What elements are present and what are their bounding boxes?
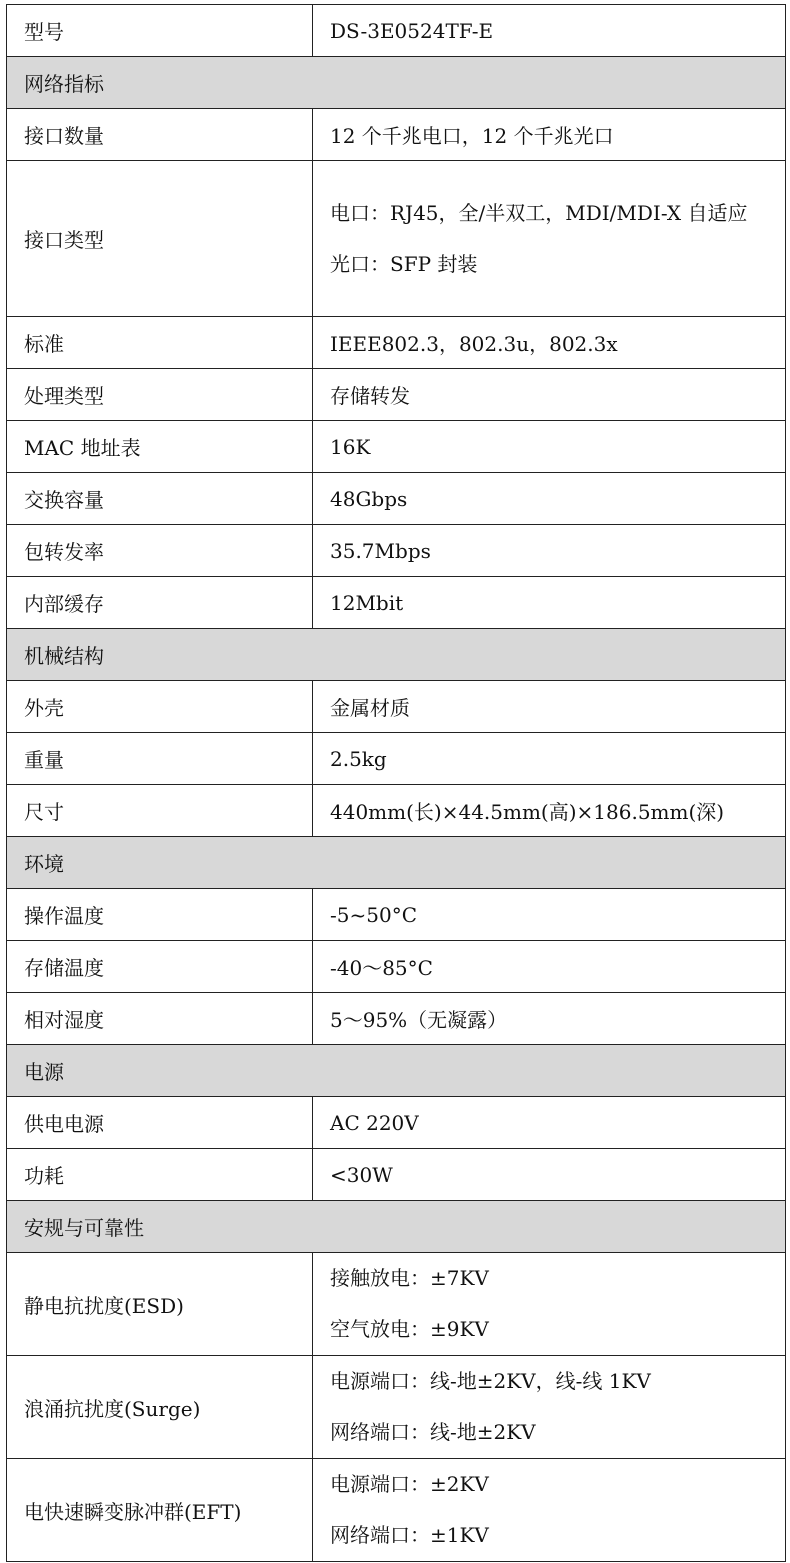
table-row [7, 1253, 786, 1356]
op-temp-value: -5~50°C [313, 889, 786, 941]
forwarding-label: 包转发率 [7, 525, 313, 577]
table-row [7, 161, 786, 317]
table-row [7, 1356, 786, 1459]
section-row [7, 57, 786, 109]
table-row [7, 785, 786, 837]
buffer-value: 12Mbit [313, 577, 786, 629]
esd-value [313, 1253, 786, 1356]
table-row [7, 525, 786, 577]
section-power: 电源 [7, 1045, 786, 1097]
supply-value: AC 220V [313, 1097, 786, 1149]
ports-value: 12 个千兆电口，12 个千兆光口 [313, 109, 786, 161]
esd-line2: 空气放电：±9KV [330, 1317, 489, 1341]
section-row [7, 837, 786, 889]
esd-label: 静电抗扰度(ESD) [7, 1253, 313, 1356]
eft-value [313, 1459, 786, 1562]
table-row [7, 733, 786, 785]
weight-label: 重量 [7, 733, 313, 785]
table-row [7, 1149, 786, 1201]
section-mechanical: 机械结构 [7, 629, 786, 681]
section-row [7, 1201, 786, 1253]
table-row [7, 5, 786, 57]
switching-label: 交换容量 [7, 473, 313, 525]
table-row [7, 1097, 786, 1149]
surge-value [313, 1356, 786, 1459]
switching-value: 48Gbps [313, 473, 786, 525]
eft-line2: 网络端口：±1KV [330, 1523, 489, 1547]
table-row [7, 1459, 786, 1562]
table-row [7, 109, 786, 161]
table-row [7, 681, 786, 733]
forwarding-value: 35.7Mbps [313, 525, 786, 577]
supply-label: 供电电源 [7, 1097, 313, 1149]
size-label: 尺寸 [7, 785, 313, 837]
port-type-value [313, 161, 786, 317]
table-row [7, 369, 786, 421]
section-row [7, 629, 786, 681]
weight-value: 2.5kg [313, 733, 786, 785]
buffer-label: 内部缓存 [7, 577, 313, 629]
table-row [7, 577, 786, 629]
processing-value: 存储转发 [313, 369, 786, 421]
table-row [7, 993, 786, 1045]
shell-value: 金属材质 [313, 681, 786, 733]
table-row [7, 941, 786, 993]
shell-label: 外壳 [7, 681, 313, 733]
mac-value: 16K [313, 421, 786, 473]
mac-label: MAC 地址表 [7, 421, 313, 473]
esd-line1: 接触放电：±7KV [330, 1266, 489, 1290]
humidity-label: 相对湿度 [7, 993, 313, 1045]
surge-label: 浪涌抗扰度(Surge) [7, 1356, 313, 1459]
processing-label: 处理类型 [7, 369, 313, 421]
standard-label: 标准 [7, 317, 313, 369]
consumption-label: 功耗 [7, 1149, 313, 1201]
port-type-line2: 光口：SFP 封装 [330, 251, 478, 276]
section-network: 网络指标 [7, 57, 786, 109]
section-row [7, 1045, 786, 1097]
table-row [7, 889, 786, 941]
spec-table [6, 4, 786, 1562]
op-temp-label: 操作温度 [7, 889, 313, 941]
storage-temp-value: -40～85°C [313, 941, 786, 993]
eft-label: 电快速瞬变脉冲群(EFT) [7, 1459, 313, 1562]
model-value: DS-3E0524TF-E [313, 5, 786, 57]
port-type-label: 接口类型 [7, 161, 313, 317]
eft-line1: 电源端口：±2KV [330, 1472, 489, 1496]
model-label: 型号 [7, 5, 313, 57]
section-safety: 安规与可靠性 [7, 1201, 786, 1253]
table-row [7, 473, 786, 525]
storage-temp-label: 存储温度 [7, 941, 313, 993]
humidity-value: 5～95%（无凝露） [313, 993, 786, 1045]
ports-label: 接口数量 [7, 109, 313, 161]
size-value: 440mm(长)×44.5mm(高)×186.5mm(深) [313, 785, 786, 837]
consumption-value: <30W [313, 1149, 786, 1201]
section-environment: 环境 [7, 837, 786, 889]
standard-value: IEEE802.3，802.3u，802.3x [313, 317, 786, 369]
surge-line1: 电源端口：线-地±2KV，线-线 1KV [330, 1369, 651, 1393]
table-row [7, 421, 786, 473]
surge-line2: 网络端口：线-地±2KV [330, 1420, 536, 1444]
table-row [7, 317, 786, 369]
port-type-line1: 电口：RJ45，全/半双工，MDI/MDI-X 自适应 [330, 200, 748, 225]
